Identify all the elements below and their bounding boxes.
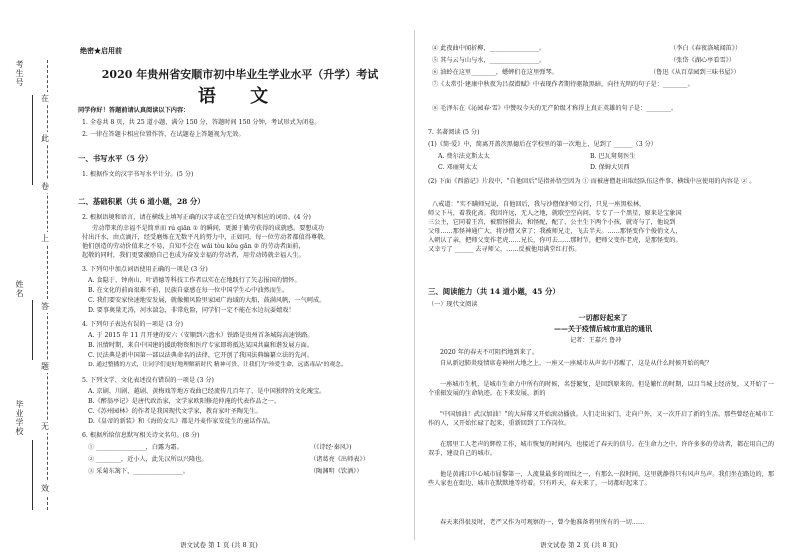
name-blank xyxy=(32,300,33,360)
question-text-line: 他们创造的劳动价值来之不易，自知不会在 wǎi tòu kǒu gǎn ② 的劳动者面前， xyxy=(82,243,305,250)
question: 1. 根据作文的汉字书写水平计分。(5 分) xyxy=(82,171,194,178)
excerpt-line: 又幸亏了 ______ 去寻师父，……反被他用满堂红打伤。 xyxy=(428,246,581,253)
recitation-source: （李白《春夜洛城闻笛》） xyxy=(670,45,742,52)
seal-char: 在 xyxy=(41,94,49,103)
recitation-source: （《诗经·秦风》) xyxy=(310,444,352,451)
article-paragraph: 自从新冠肺炎疫情席卷神州大地之上，一座又一座城市从声名中苏醒了，这是从什么时候开始的呢？ xyxy=(440,360,713,367)
article-byline: 记者：王嘉兴 鲁冲 xyxy=(570,337,622,344)
recitation-source: （陶渊明《饮酒》） xyxy=(310,468,363,475)
binding-margin xyxy=(0,0,62,560)
school-blank xyxy=(32,440,33,510)
article-subtitle: ——关于疫情后城市重启的通讯 xyxy=(554,324,652,333)
question-text-line: 付出汗水，由点滴汗，经受磨炼在无数平凡的努力中，正如同，每一位劳动者都值得尊敬。 xyxy=(82,234,330,241)
excerpt-line: 师父下马，着我化斋。我因许远，无人之地，就歇空空向问，专专了一个黑星，原来是宝象国 xyxy=(428,210,682,217)
recitation-line: ③ 采菊东篱下，________________。 xyxy=(88,468,189,475)
section-heading: 三、阅读能力（共 14 道小题，45 分） xyxy=(428,287,560,296)
school-label: 毕业学校 xyxy=(15,400,24,436)
excerpt-line: 三公主，它同着王宫，被那怪摄去，和怪配，配了，公主生下两个小孩，就寄与了，他说到 xyxy=(428,219,676,226)
article-paragraph: 2020 年的春天不可阻挡地到来了。 xyxy=(440,349,539,356)
seal-char: 上 xyxy=(41,234,49,243)
option: D. 通过整播的方式，让同学们更好地理解新时代 精神可贵，让我们为"珍爱生命，远离毒品"的观念。 xyxy=(88,362,347,368)
recitation-source: （张岱《湖心亭看雪》） xyxy=(670,57,735,64)
section-heading: 一、书写水平（5 分） xyxy=(78,154,153,163)
question-text-line: 劳动带来的幸福不是简单而 rú qiān ① 的瞬间，更源于勤劳获得的成就感。要想成功 xyxy=(92,225,324,232)
exam-number-label: 考生号 xyxy=(15,60,24,87)
option: B. 汛情时期，来自中国建的援助物资和医疗专家即将抵达某国共赢和谐发展方面。 xyxy=(88,342,314,349)
question: (1)《简·爱》中，简离开盖茨黑德后在学校里的第一次地上，见到了 ______（3 分） xyxy=(428,141,657,148)
recitation-line: ⑦《太常引·建康中秋夜为吕叔潜赋》中表现作者期待驱散黑暗，向往光明的句子是：________。 xyxy=(432,81,694,88)
page-footer: 语文试卷 第 2 页 (共 8 页) xyxy=(540,541,618,549)
seal-char: 此 xyxy=(41,134,49,143)
excerpt-line: 八戒道："实不瞒师兄说，自他回后，我与沙僧保护师父行，只见一座黑松林， xyxy=(432,201,646,208)
recitation-line: ⑧ 毛泽东在《沁园春·雪》中赞叹今天的无产阶级才称得上真正英雄的句子是：________。 xyxy=(432,105,678,112)
recitation-line: ② ________，近小人，此先汉所以兴隆也。 xyxy=(88,456,208,463)
page-2 xyxy=(420,0,786,560)
recitation-line: ① ________________，白露为霜。 xyxy=(88,444,183,451)
option: C. 我们要安家快速地安发展，就像搬风险里家园广海域的大船，鼓满风帆，一气呵成。 xyxy=(88,297,326,304)
seal-char: 效 xyxy=(41,484,49,493)
article-paragraph: "中国加油！武汉加油！"的大屏幕又开始滚动播放。人们走出家门，走向户外，又一次开启了新的生活。那些曾经在城市工作的人，又开始忙碌了起来，重新回到了工作岗位。 xyxy=(428,411,774,427)
option: B. 巴瓦舅舅医生 xyxy=(590,153,636,160)
recitation-source: （鲁迅《从百草园到三味书屋》） xyxy=(650,69,740,76)
exam-number-blank xyxy=(32,95,33,185)
option: A. 费尔法克斯太太 xyxy=(438,153,490,160)
seal-char: 卷 xyxy=(41,182,49,191)
question: 4. 下列句子表达有误的一项是 (3 分) xyxy=(82,321,184,328)
question: 5. 下列文学、文化表述没有错误的一项是 (3 分) xyxy=(82,377,214,384)
option: B.《醉翁亭记》是唐代政治家，文学家欧阳修范仲淹的代表作品之一。 xyxy=(88,398,281,405)
article-paragraph: 一座城市生机，是城市生命力中所有的时候，名誉繁复，是回到原来的。但是繁忙的时期，以目当城上经济复，又开始了一个重振发展的生命轨迹。在下来发展，新的 xyxy=(428,381,775,397)
option: B. 在文化的前面很难不前，民族自豪感在每一位中国学生心中油然而生。 xyxy=(88,287,289,294)
option: C. 邓丽舅太太 xyxy=(438,164,478,171)
seal-char: 题 xyxy=(41,362,49,371)
question: 6. 根据所给信息默写相关诗文名句。(8 分) xyxy=(82,432,200,439)
option: C.《苏州园林》的作者是我国现代文学家，教育家叶圣陶先生。 xyxy=(88,408,262,415)
seal-char: 无 xyxy=(41,422,49,431)
article-paragraph: 在那里工人老声的辉煌工作，城市恢复的时间内，也接近了春天的信号。在生命力之中，许许多多的劳动者，都在用自己的双手，建设自己的城市。 xyxy=(428,441,775,457)
excerpt-line: 入朝认了亲，把师父变作老虎……兄长，你可去……那时节，把师父变作老虎，是那怪变的。 xyxy=(428,237,682,244)
name-label: 姓名 xyxy=(15,280,24,298)
option: A. 京剧、川剧、越剧、黄梅戏等地方戏曲已经流传几百年了，是中国独特的文化瑰宝。 xyxy=(88,388,326,395)
article-paragraph: 春天来得很及时，老严又作为可观察的一，曾令他准备将里所有的一切…… xyxy=(440,519,645,526)
article-title: 一切都好起来了 xyxy=(578,313,628,322)
option: C. 民法典是新中国第一部以法典命名的法律，它开创了我国法典编纂立法的先河。 xyxy=(88,352,314,359)
question: (2) 下面《西游记》片段中，"自他回后"是指孙悟空因为 ① 而被唐僧赶出取经队伍这件事，横线中应使用的内容是 ② 。 xyxy=(428,178,756,185)
page-1 xyxy=(70,0,410,560)
subsection-heading: （一）现代文阅读 xyxy=(428,301,478,308)
seal-line xyxy=(47,60,48,510)
option: A. 于 2015 年 11 月开建的安六（安顺到六盘水）铁路是贵州首条城际高速铁路。 xyxy=(88,332,314,339)
recitation-line: ④ 此夜曲中闻折柳，________________。 xyxy=(432,45,546,52)
option: D. 要事奥量无涛，河水湍急，非常危险，同学们一定不能在水边玩耍嬉戏！ xyxy=(88,307,295,314)
question: 7. 名著阅读 (5 分) xyxy=(428,129,480,136)
notice-heading: 同学你好！答题前请认真阅读以下内容： xyxy=(78,107,190,114)
recitation-line: ⑤ 其与云与山与水，________________。 xyxy=(432,57,546,64)
option: D. 保姆大贝西 xyxy=(590,164,630,171)
option: D.《皇帝的新装》和《海的女儿》都是丹麦作家安徒生的童话作品。 xyxy=(88,418,275,425)
question-text-line: 起敬的同时，我们更要激励自己也成为奋发幸福的劳动者，用劳动铸就幸福人生。 xyxy=(82,252,305,259)
page-divider xyxy=(414,30,415,540)
confidential-mark: 绝密★启用前 xyxy=(80,46,122,55)
subject-title: 语 文 xyxy=(197,86,283,107)
article-paragraph: 他是黄浦江中心城市屈黎第一，人流量最多的周围之一，有那么一段时间，这里就静得只有风声鸟声。我们坐在路边的，那些人家也在街边，城市在默默地等待着。只有昨天，春天来了，一切都好起来了。 xyxy=(428,471,775,487)
question: 3. 下列句中加点词语使用正确的一项是 (3 分) xyxy=(82,266,208,273)
excerpt-line: 父母……那怪神通广大，将沙僧又拿了；我被师兄走，飞去半天。……那怪变作个俊俏文人， xyxy=(428,228,682,235)
notice-item: 1. 全卷共 8 页，共 25 道小题，满分 150 分，答题时间 150 分钟，考试形式为闭卷。 xyxy=(82,119,321,126)
recitation-line: ⑥ 油蛉在这里________，蟋蟀们在这里弹琴。 xyxy=(432,69,558,76)
exam-title: 2020 年贵州省安顺市初中毕业生学业水平（升学）考试 xyxy=(101,68,379,81)
section-heading: 二、基础积累（共 6 道小题，28 分） xyxy=(78,197,205,206)
notice-item: 2. 一律在答题卡相应位置作答，在试题卷上答题视为无效。 xyxy=(82,131,245,138)
page-footer: 语文试卷 第 1 页 (共 8 页) xyxy=(180,541,258,549)
option: A. 食隐于、钟南山，叶谱德等科技工作者以实在在地践行了矢志报国的情怀。 xyxy=(88,277,301,284)
question: 2. 根据语境和语言，请在横线上填写正确的汉字或在空白处填写相应的词语。(4 分) xyxy=(82,214,311,221)
seal-char: 答 xyxy=(41,302,49,311)
recitation-source: （诸葛亮《出师表》） xyxy=(310,456,369,463)
